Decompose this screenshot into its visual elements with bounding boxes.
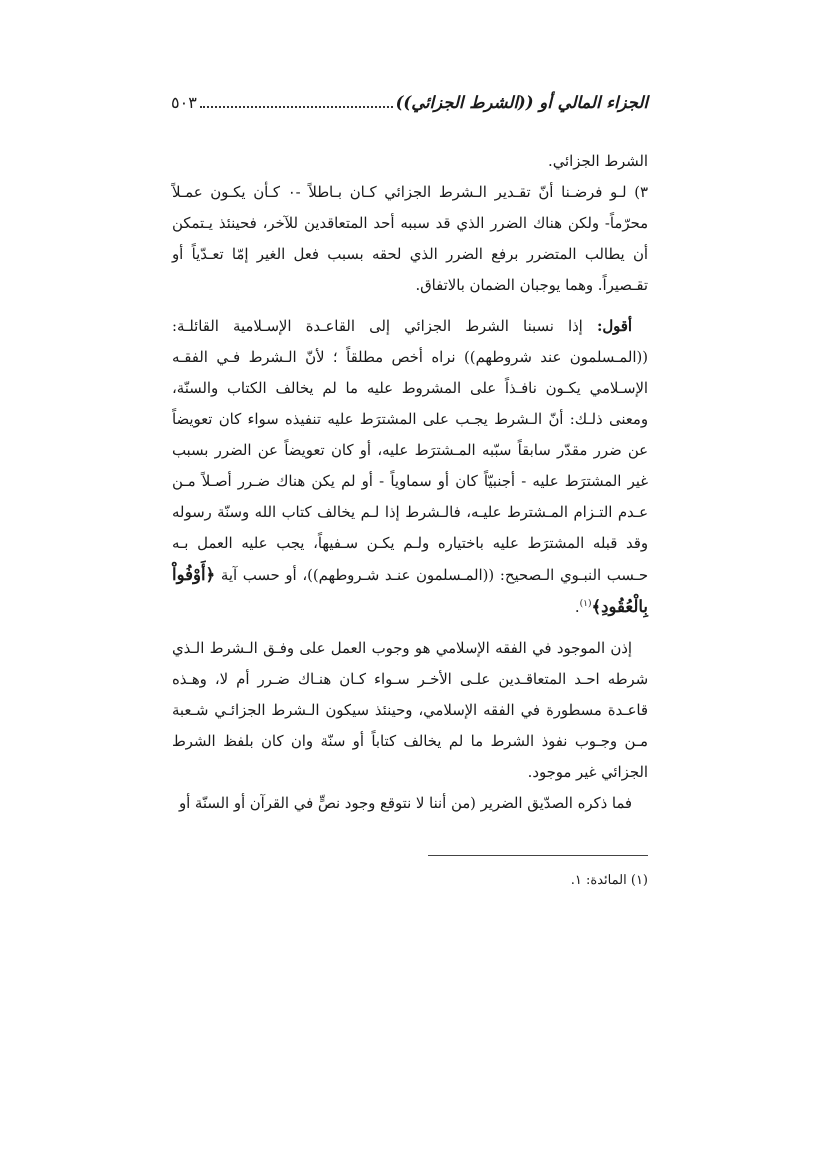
paragraph-3-end: . (574, 599, 580, 616)
paragraph-3-lead: أقول: (596, 318, 632, 335)
paragraph-3 (172, 311, 648, 623)
body-text (172, 146, 648, 819)
dotted-leader (200, 92, 393, 108)
footnote-divider (428, 855, 648, 856)
running-title: الجزاء المالي أو ((الشرط الجزائي)) (395, 93, 648, 112)
page-header (171, 92, 648, 122)
paragraph-2: ٣) لـو فرضـنا أنّ تقـدير الـشرط الجزائي كـان بـاطلاً -٠ كـأن يكـون عمـلاً محرّماً- ولكن هناك الضرر الذي قد سببه أحد المتعاقدين للآخر، فحينئذ يـتمكن أن يطالب المتضرر برفع الضرر الذي لحقه بسبب فعل الغير إمّا تعـدّياً أو تقـصيراً. وهما يوجبان الضمان بالاتفاق. (172, 184, 648, 294)
paragraph-4: إذن الموجود في الفقه الإسلامي هو وجوب العمل على وفـق الـشرط الـذي شرطه احـد المتعاقـدين علـى الأخـر سـواء كـان هنـاك ضـرر أم لا، وهـذه قاعـدة مسطورة في الفقه الإسلامي، وحينئذ سيكون الـشرط الجزائـي شـعبة مـن وجـوب نفوذ الشرط ما لم يخالف كتاباً أو سنّة وان كان بلفظ الشرط الجزائي غير موجود. (172, 640, 648, 781)
page-number: ٥٠٣ (171, 93, 197, 112)
paragraph-5: فما ذكره الصدّيق الضرير (من أننا لا نتوقع وجود نصٍّ في القرآن أو السنّة أو (178, 795, 632, 812)
footnote-reference[interactable]: (١) (579, 599, 592, 610)
paragraph-3-text: إذا نسبنا الشرط الجزائي إلى القاعـدة الإسـلامية القائلـة: ((المـسلمون عند شروطهم)) نراه أخص مطلقاً ؛ لأنّ الـشرط فـي الفقـه الإسـلامي يكـون نافـذاً على المشروط عليه ما لم يخالف الكتاب والسنّة، ومعنى ذلـك: أنّ الـشرط يجـب على المشترَط عليه تنفيذه سواء كان تعويضاً عن ضرر مقدّر سابقاً سبّبه المـشترَط عليه، أو كان تعويضاً عن الضرر بسبب غير المشترَط عليه - أجنبيّاً كان أو سماوياً - أو لم يكن هناك ضـرر أصـلاً مـن عـدم التـزام المـشترط عليـه، فالـشرط إذا لـم يخالف كتاب الله وسنّة رسوله وقد قبله المشترَط عليه باختياره ولـم يكـن سـفيهاً، يجب عليه العمل بـه حـسب النبـوي الـصحيح: ((المـسلمون عنـد شـروطهم))، أو حسب آية (172, 318, 648, 584)
footnote: (١) المائدة: ١. (570, 873, 648, 888)
quran-verse: ﴿أَوْفُواْ بِالْعُقُودِ﴾ (172, 565, 648, 616)
paragraph-1: الشرط الجزائي. (548, 153, 648, 170)
